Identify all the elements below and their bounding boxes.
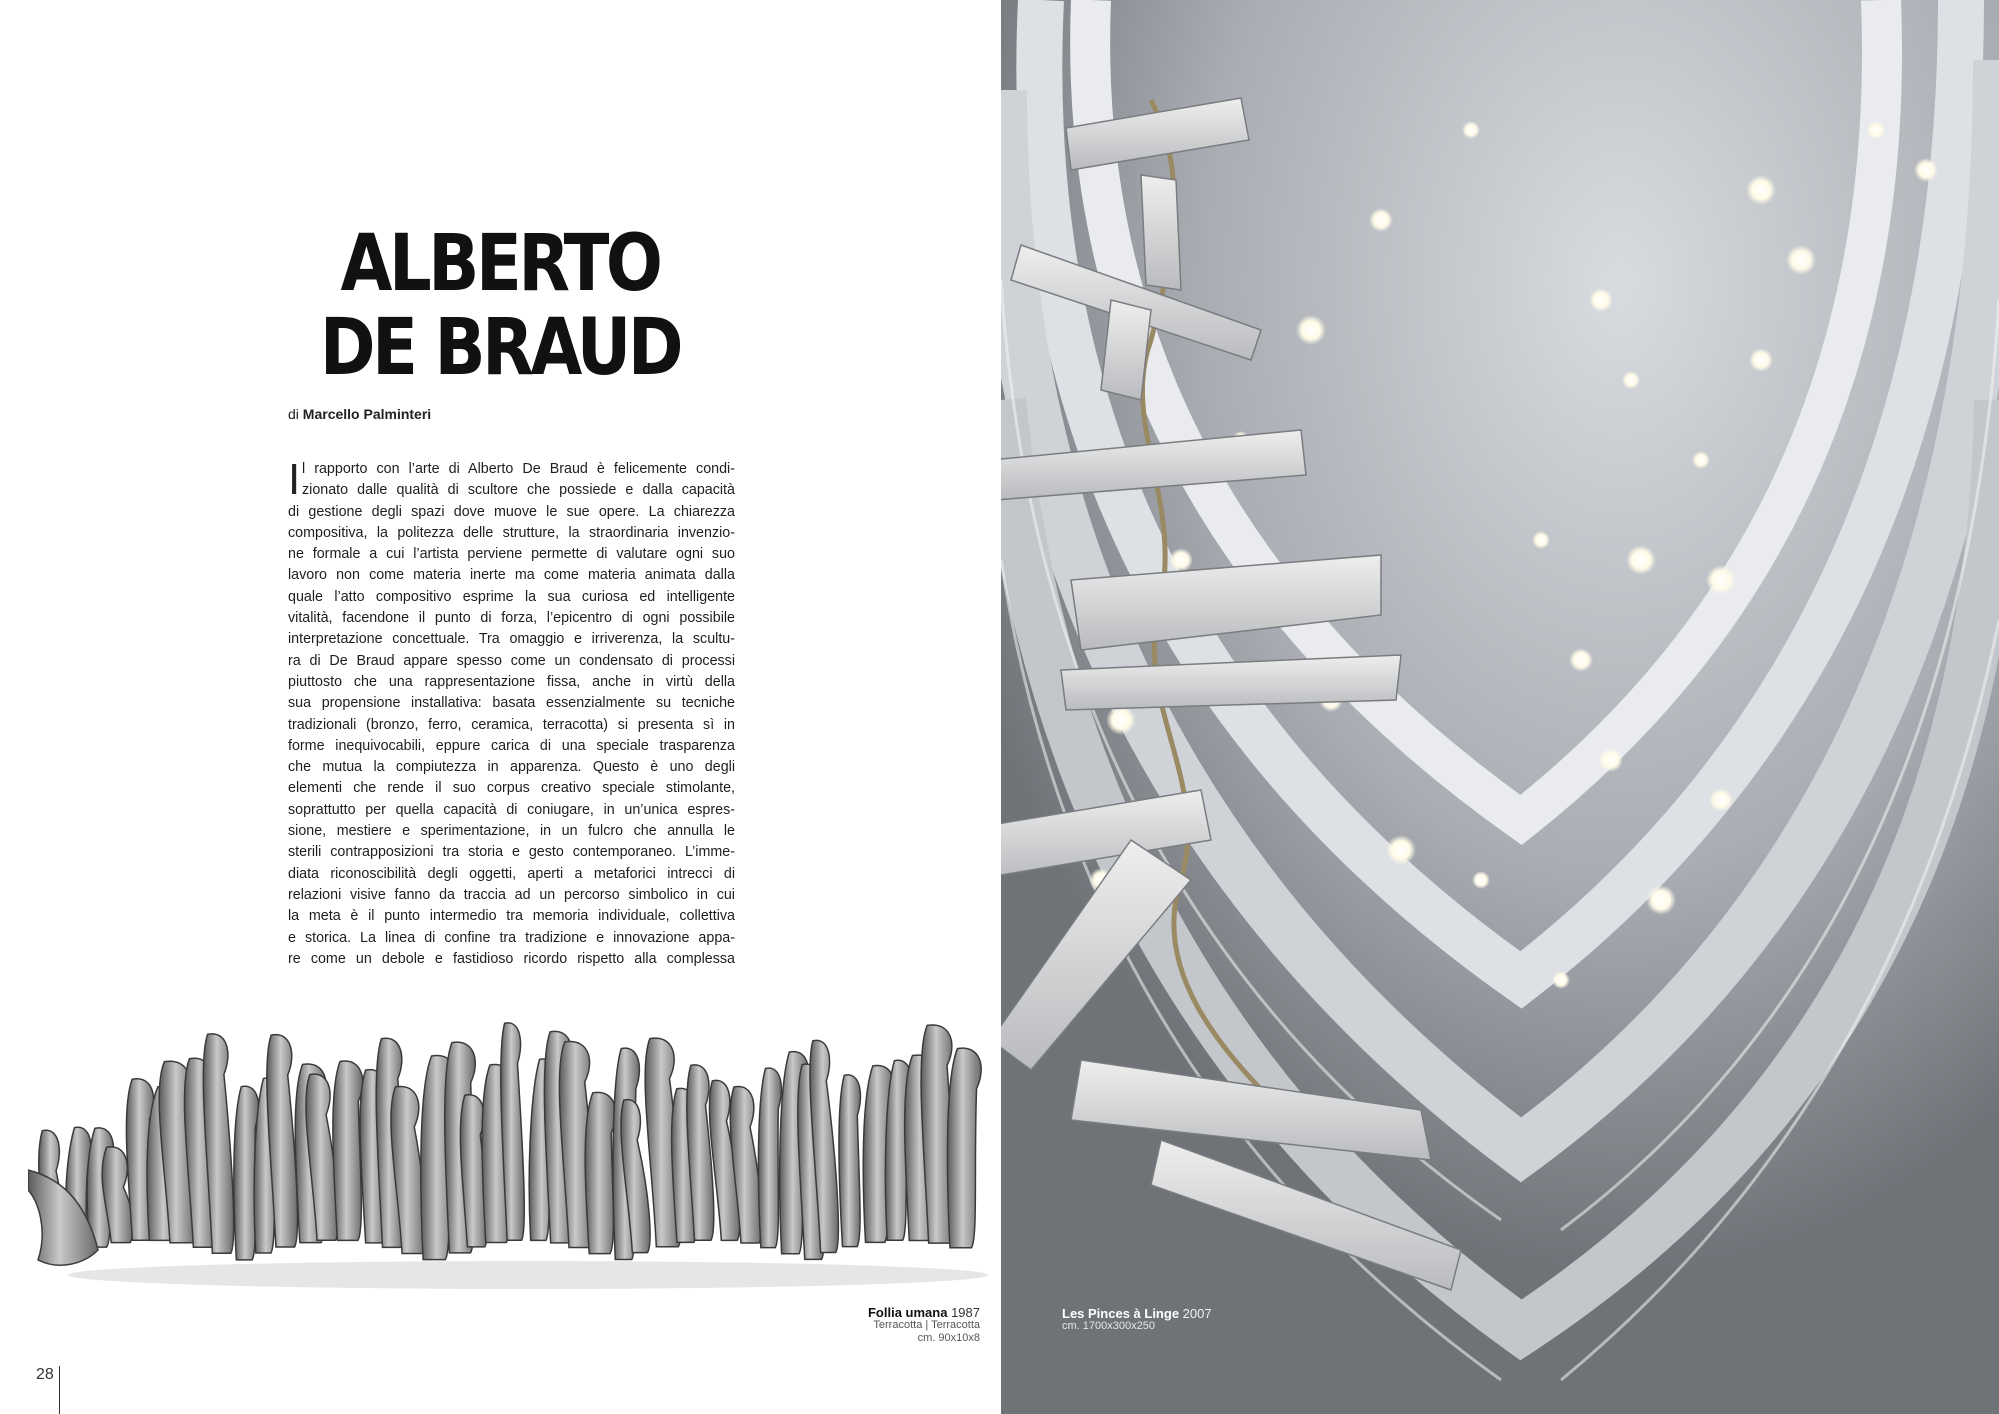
page-number-rule [59, 1366, 60, 1414]
sculpture-figure [758, 1068, 781, 1247]
ceiling-lamp [1746, 175, 1776, 205]
body-line: la meta è il punto intermedio tra memoria individuale, collettiva [288, 908, 735, 925]
ceiling-lamp [1626, 545, 1656, 575]
caption-left-year: 1987 [951, 1305, 980, 1320]
body-line: re come un debole e fastidioso ricordo rispetto alla complessa [288, 950, 735, 967]
ceiling-lamp [1622, 371, 1640, 389]
body-line: relazioni visive fanno da traccia ad un percorso simbolico in cui [288, 886, 735, 903]
drop-cap: I [288, 455, 301, 504]
ceiling-lamp [1646, 885, 1676, 915]
body-line: ne formale a cui l’artista perviene permette di valutare ogni suo [288, 546, 735, 563]
ceiling-lamp [1867, 121, 1885, 139]
body-line: elementi che rende il suo corpus creativo speciale stimolante, [288, 780, 735, 797]
ceiling-lamp [1569, 648, 1593, 672]
article-body [288, 455, 735, 970]
right-page [1001, 0, 1999, 1414]
ceiling-lamp [1552, 971, 1570, 989]
ceiling-lamp [1589, 288, 1613, 312]
sculpture-figure [333, 1061, 363, 1240]
ceiling-lamp [1692, 451, 1710, 469]
ceiling-lamp [1709, 788, 1733, 812]
body-line: zionato dalle qualità di scultore che possiede e dalla capacità [302, 482, 735, 499]
article-title [311, 219, 689, 393]
body-line: interpretazione concettuale. Tra omaggio e irriverenza, la scultu- [288, 631, 735, 648]
byline [288, 406, 431, 422]
body-line: sua propensione installativa: basata essenzialmente su tecniche [288, 695, 735, 712]
body-line: sione, mestiere e sperimentazione, in un fulcro che annulla le [288, 823, 735, 840]
ceiling-lamp [1914, 158, 1938, 182]
ceiling-lamp [1462, 121, 1480, 139]
caption-right-year: 2007 [1182, 1306, 1212, 1321]
title-line-2: DE BRAUD [319, 303, 681, 393]
body-line: lavoro non come materia inerte ma come materia animata dalla [288, 567, 735, 584]
sculpture-photo-follia-umana [28, 990, 998, 1300]
ceiling-lamp [1472, 871, 1490, 889]
body-line: soprattutto per quella capacità di coniugare, in un’unica espres- [288, 801, 735, 818]
byline-prefix: di [288, 406, 299, 422]
title-line-1: ALBERTO [340, 219, 660, 309]
ceiling-lamp [1106, 705, 1136, 735]
body-line: l rapporto con l’arte di Alberto De Braud è felicemente condi- [302, 461, 735, 477]
caption-follia-umana [720, 1306, 980, 1345]
caption-left-title: Follia umana [867, 1305, 948, 1320]
body-line: piuttosto che una rappresentazione fissa, anche in virtù della [288, 673, 735, 690]
body-line: che mutua la compiutezza in apparenza. Questo è uno degli [288, 759, 735, 776]
ceiling-lamp [1296, 315, 1326, 345]
body-line: compositiva, la politezza delle strutture, la straordinaria invenzio- [288, 524, 735, 541]
ceiling-lamp [1749, 348, 1773, 372]
ceiling-lamp [1532, 531, 1550, 549]
ceiling-lamp [1599, 748, 1623, 772]
photo-les-pinces-a-linge [1001, 0, 1999, 1414]
caption-les-pinces-a-linge [1062, 1307, 1212, 1333]
page-number: 28 [36, 1366, 54, 1383]
ceiling-lamp [1706, 565, 1736, 595]
sculpture-figure [585, 1092, 616, 1253]
body-line: ra di De Braud appare spesso come un condensato di processi [288, 652, 735, 669]
caption-right-size: cm. 1700x300x250 [1062, 1320, 1155, 1332]
body-line: di gestione degli spazi dove muove le sue opere. La chiarezza [288, 503, 735, 520]
ceiling-lamp [1386, 835, 1416, 865]
body-line: e storica. La linea di confine tra tradizione e innovazione appa- [288, 929, 735, 946]
ceiling-lamp [1786, 245, 1816, 275]
byline-author: Marcello Palminteri [302, 406, 432, 422]
sculpture-figure [839, 1075, 861, 1247]
body-line: quale l’atto compositivo esprime la sua curiosa ed intelligente [288, 588, 735, 605]
body-line: vitalità, facendone il punto di forza, l’epicentro di ogni possibile [288, 610, 735, 627]
body-line: diata riconoscibilità degli oggetti, aperti a metaforici intrecci di [288, 865, 735, 882]
ceiling-lamp [1169, 548, 1193, 572]
caption-left-size: cm. 90x10x8 [917, 1332, 980, 1344]
caption-right-title: Les Pinces à Linge [1062, 1306, 1180, 1321]
body-line: tradizionali (bronzo, ferro, ceramica, terracotta) si presenta sì in [288, 716, 735, 733]
ceiling-lamp [1369, 208, 1393, 232]
sculpture-figure [947, 1048, 981, 1248]
caption-left-material: Terracotta | Terracotta [873, 1319, 980, 1331]
body-line: forme inequivocabili, eppure carica di una speciale trasparenza [288, 737, 735, 754]
body-line: sterili contrapposizioni tra storia e gesto contemporaneo. L’imme- [288, 844, 735, 861]
